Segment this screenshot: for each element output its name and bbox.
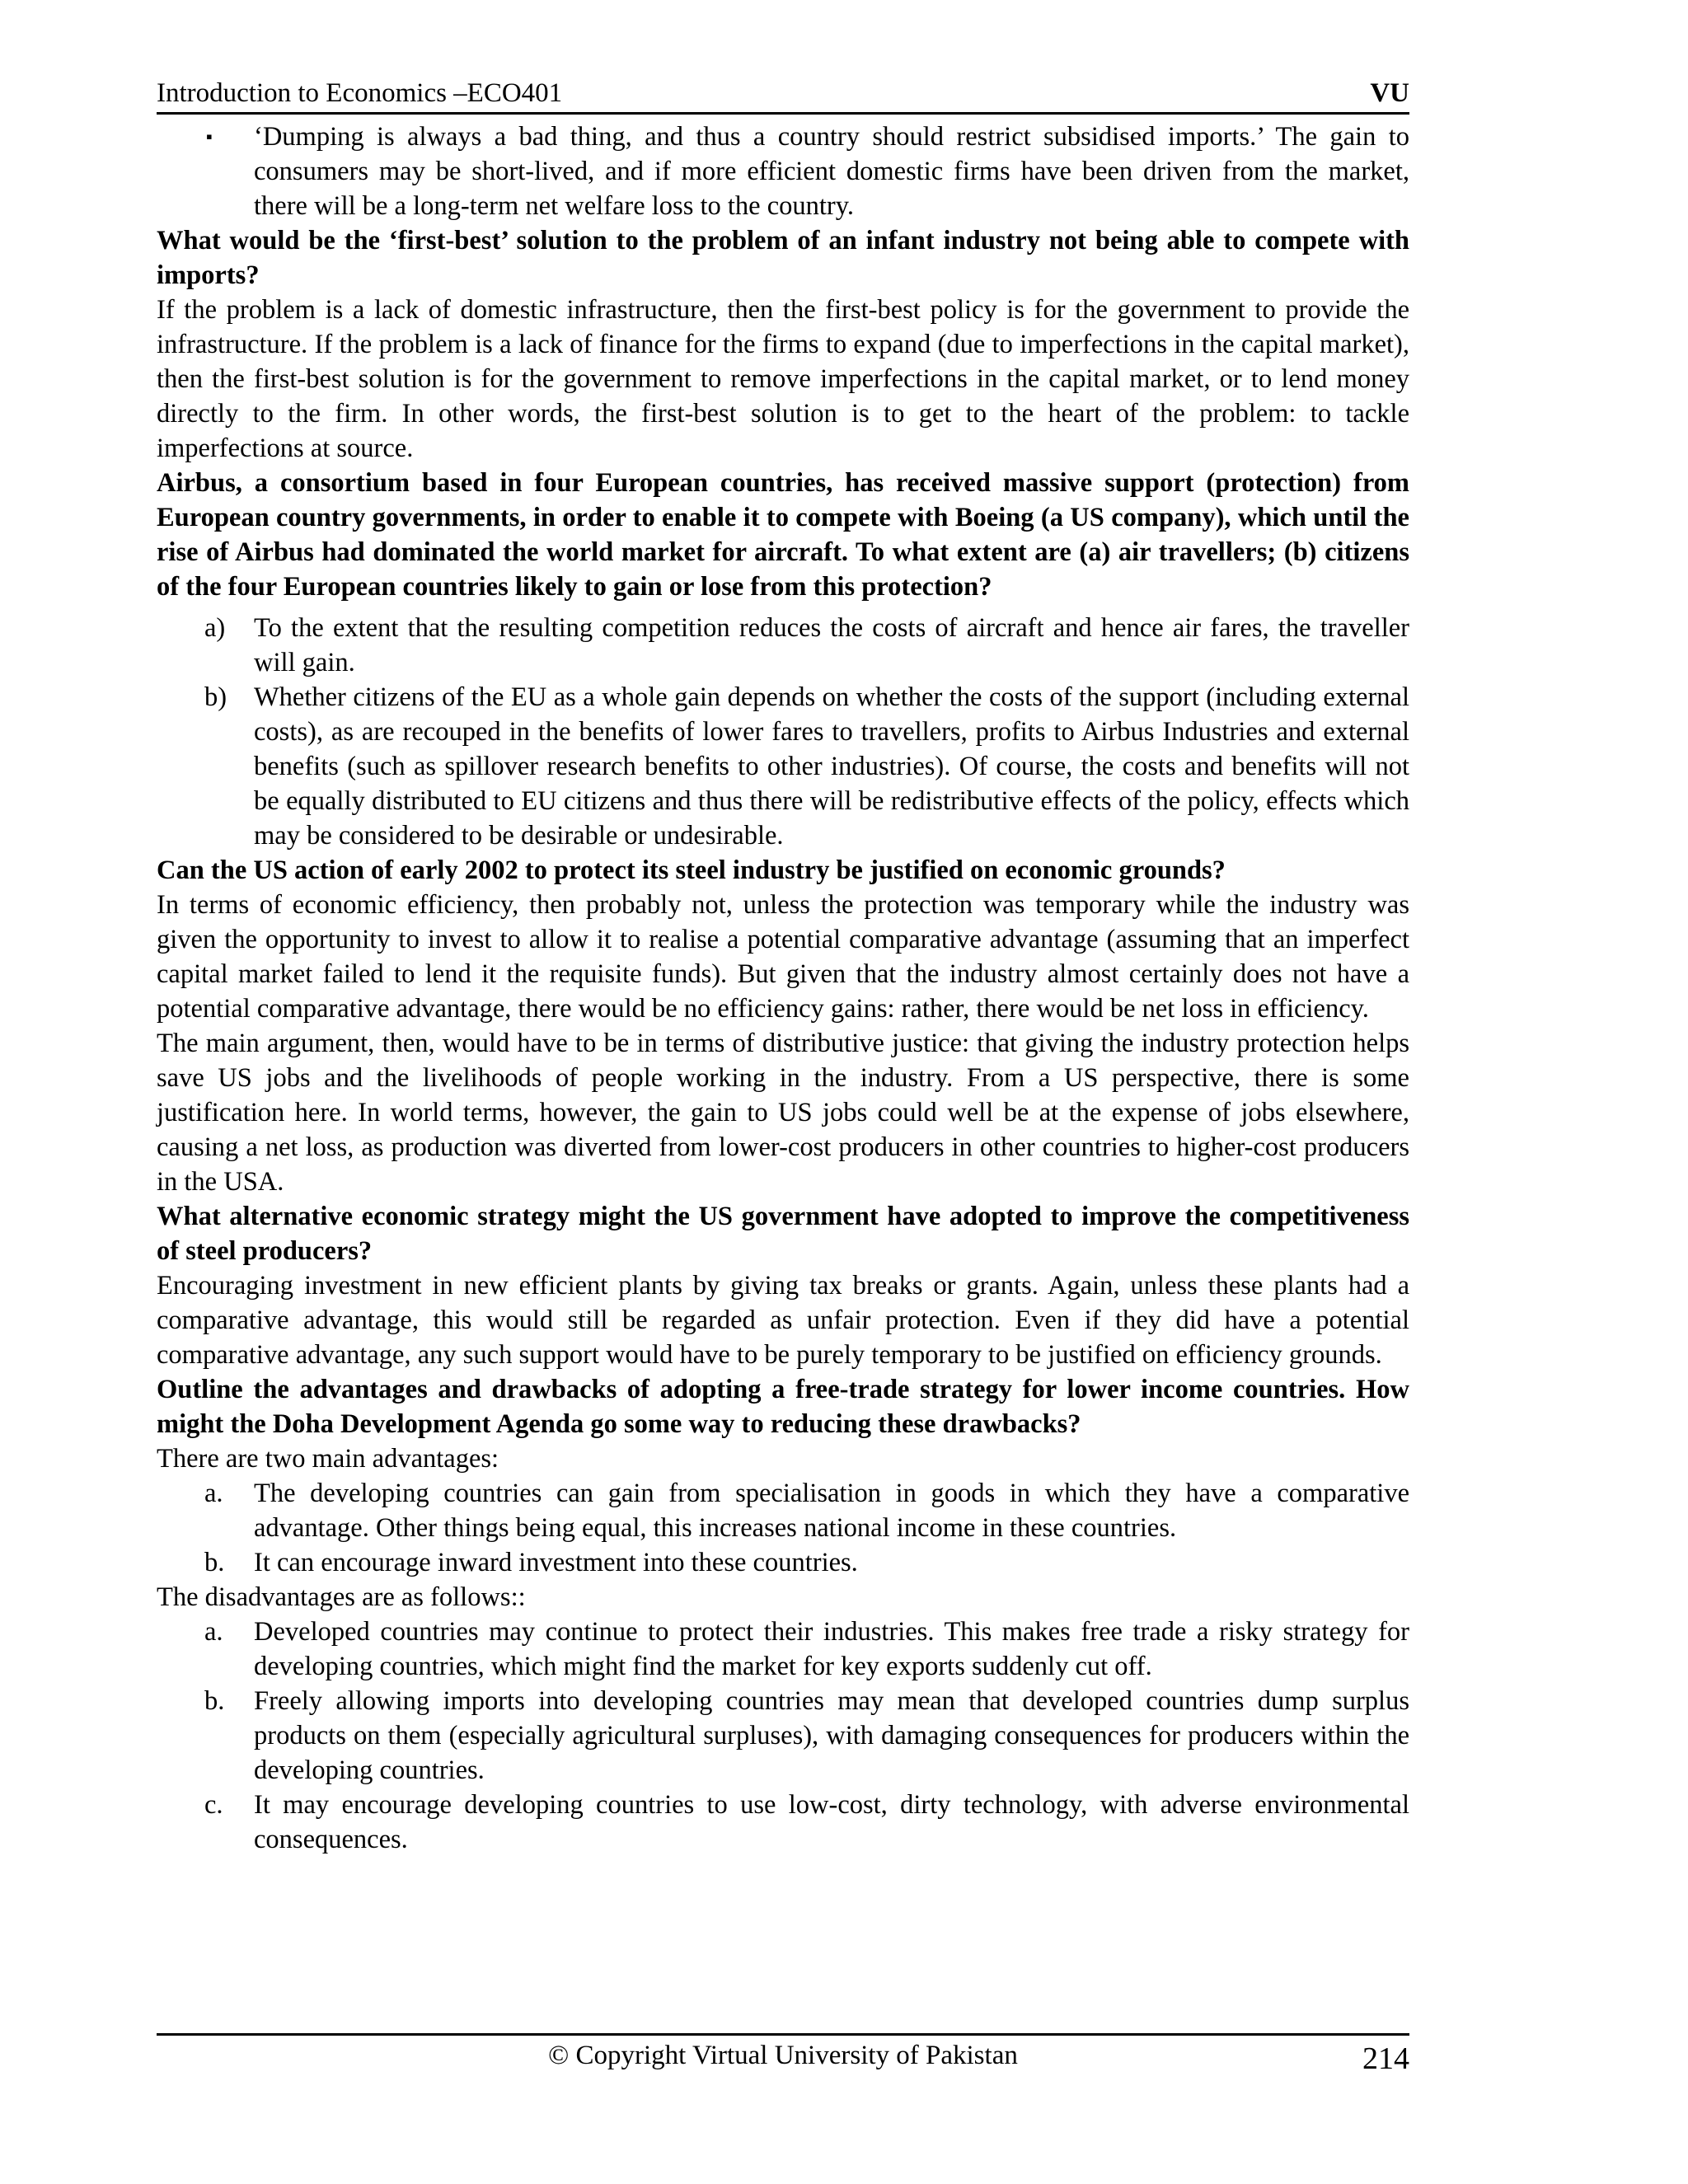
copyright-notice: © Copyright Virtual University of Pakistan [548,2041,1018,2070]
list-item [157,680,1409,853]
bullet-text: ‘Dumping is always a bad thing, and thus a country should restrict subsidised imports.’ The gain to consumers may be short-lived, and if more efficient domestic firms have been driven from the market, there will be a long-term net welfare loss to the country. [254,122,1409,221]
square-bullet-icon: ▪ [206,126,213,147]
list-item-text: To the extent that the resulting competition reduces the costs of aircraft and hence air fares, the traveller will gain. [254,613,1409,677]
airbus-answer-list [157,611,1409,853]
question-alternative-strategy: What alternative economic strategy might the US government have adopted to improve the competitiveness of steel producers? [157,1202,1409,1266]
question-first-best: What would be the ‘first-best’ solution to the problem of an infant industry not being able to compete with imports? [157,226,1409,290]
list-item [157,1476,1409,1545]
list-marker: a) [204,613,226,643]
answer-alternative-strategy: Encouraging investment in new efficient plants by giving tax breaks or grants. Again, unless these plants had a comparative advantage, this would still be regarded as unfair protection. Even if they did have a potential comparative advantage, any such support would have to be purely temporary to be justified on efficiency grounds. [157,1271,1409,1370]
list-marker: a. [204,1479,223,1508]
list-item-text: It may encourage developing countries to use low-cost, dirty technology, with adverse environmental consequences. [254,1790,1409,1854]
list-item [157,1788,1409,1857]
list-item [157,1684,1409,1788]
page-header [157,76,1409,115]
list-marker: c. [204,1790,223,1820]
list-marker: b. [204,1686,225,1716]
list-item-text: The developing countries can gain from specialisation in goods in which they have a comparative advantage. Other things being equal, this increases national income in these countries. [254,1479,1409,1543]
advantages-list [157,1476,1409,1580]
bullet-paragraph [157,120,1409,223]
advantages-intro: There are two main advantages: [157,1444,499,1474]
list-item-text: Freely allowing imports into developing countries may mean that developed countries dump surplus products on them (especially agricultural surpluses), with damaging consequences for producers within the developing countries. [254,1686,1409,1785]
answer-steel-distributive: The main argument, then, would have to be in terms of distributive justice: that giving the industry protection helps save US jobs and the livelihoods of people working in the industry. From a US perspective, there is some justification here. In world terms, however, the gain to US jobs could well be at the expense of jobs elsewhere, causing a net loss, as production was diverted from lower-cost producers in other countries to higher-cost producers in the USA. [157,1029,1409,1197]
page-content [157,120,1409,1857]
question-airbus: Airbus, a consortium based in four European countries, has received massive support (protection) from European country governments, in order to enable it to compete with Boeing (a US company), which until the rise of Airbus had dominated the world market for aircraft. To what extent are (a) air travellers; (b) citizens of the four European countries likely to gain or lose from this protection? [157,468,1409,602]
list-marker: b) [204,682,227,712]
list-item [157,1545,1409,1580]
document-page [157,76,1409,1857]
list-item-text: Developed countries may continue to protect their industries. This makes free trade a risky strategy for developing countries, which might find the market for key exports suddenly cut off. [254,1617,1409,1681]
list-item [157,611,1409,680]
question-free-trade: Outline the advantages and drawbacks of adopting a free-trade strategy for lower income countries. How might the Doha Development Agenda go some way to reducing these drawbacks? [157,1375,1409,1439]
course-title: Introduction to Economics –ECO401 [157,78,563,108]
answer-first-best: If the problem is a lack of domestic infrastructure, then the first-best policy is for the government to provide the infrastructure. If the problem is a lack of finance for the firms to expand (due to imperfections in the capital market), then the first-best solution is for the government to remove imperfections in the capital market, or to lend money directly to the firm. In other words, the first-best solution is to get to the heart of the problem: to tackle imperfections at source. [157,295,1409,463]
list-item [157,1615,1409,1684]
list-item-text: It can encourage inward investment into these countries. [254,1548,858,1577]
list-marker: b. [204,1548,225,1577]
list-item-text: Whether citizens of the EU as a whole gain depends on whether the costs of the support (including external costs), as are recouped in the benefits of lower fares to travellers, profits to Airbus Industries and external benefits (such as spillover research benefits to other industries). Of course, the costs and benefits will not be equally distributed to EU citizens and thus there will be redistributive effects of the policy, effects which may be considered to be desirable or undesirable. [254,682,1409,851]
disadvantages-intro: The disadvantages are as follows:: [157,1582,526,1612]
question-steel: Can the US action of early 2002 to protect its steel industry be justified on economic grounds? [157,855,1226,885]
list-marker: a. [204,1617,223,1647]
brand-label: VU [1370,78,1409,108]
answer-steel-efficiency: In terms of economic efficiency, then probably not, unless the protection was temporary while the industry was given the opportunity to invest to allow it to realise a potential comparative advantage (assuming that an imperfect capital market failed to lend it the requisite funds). But given that the industry almost certainly does not have a potential comparative advantage, there would be no efficiency gains: rather, there would be net loss in efficiency. [157,890,1409,1024]
page-number: 214 [1362,2041,1409,2076]
disadvantages-list [157,1615,1409,1857]
page-footer [157,2033,1409,2076]
